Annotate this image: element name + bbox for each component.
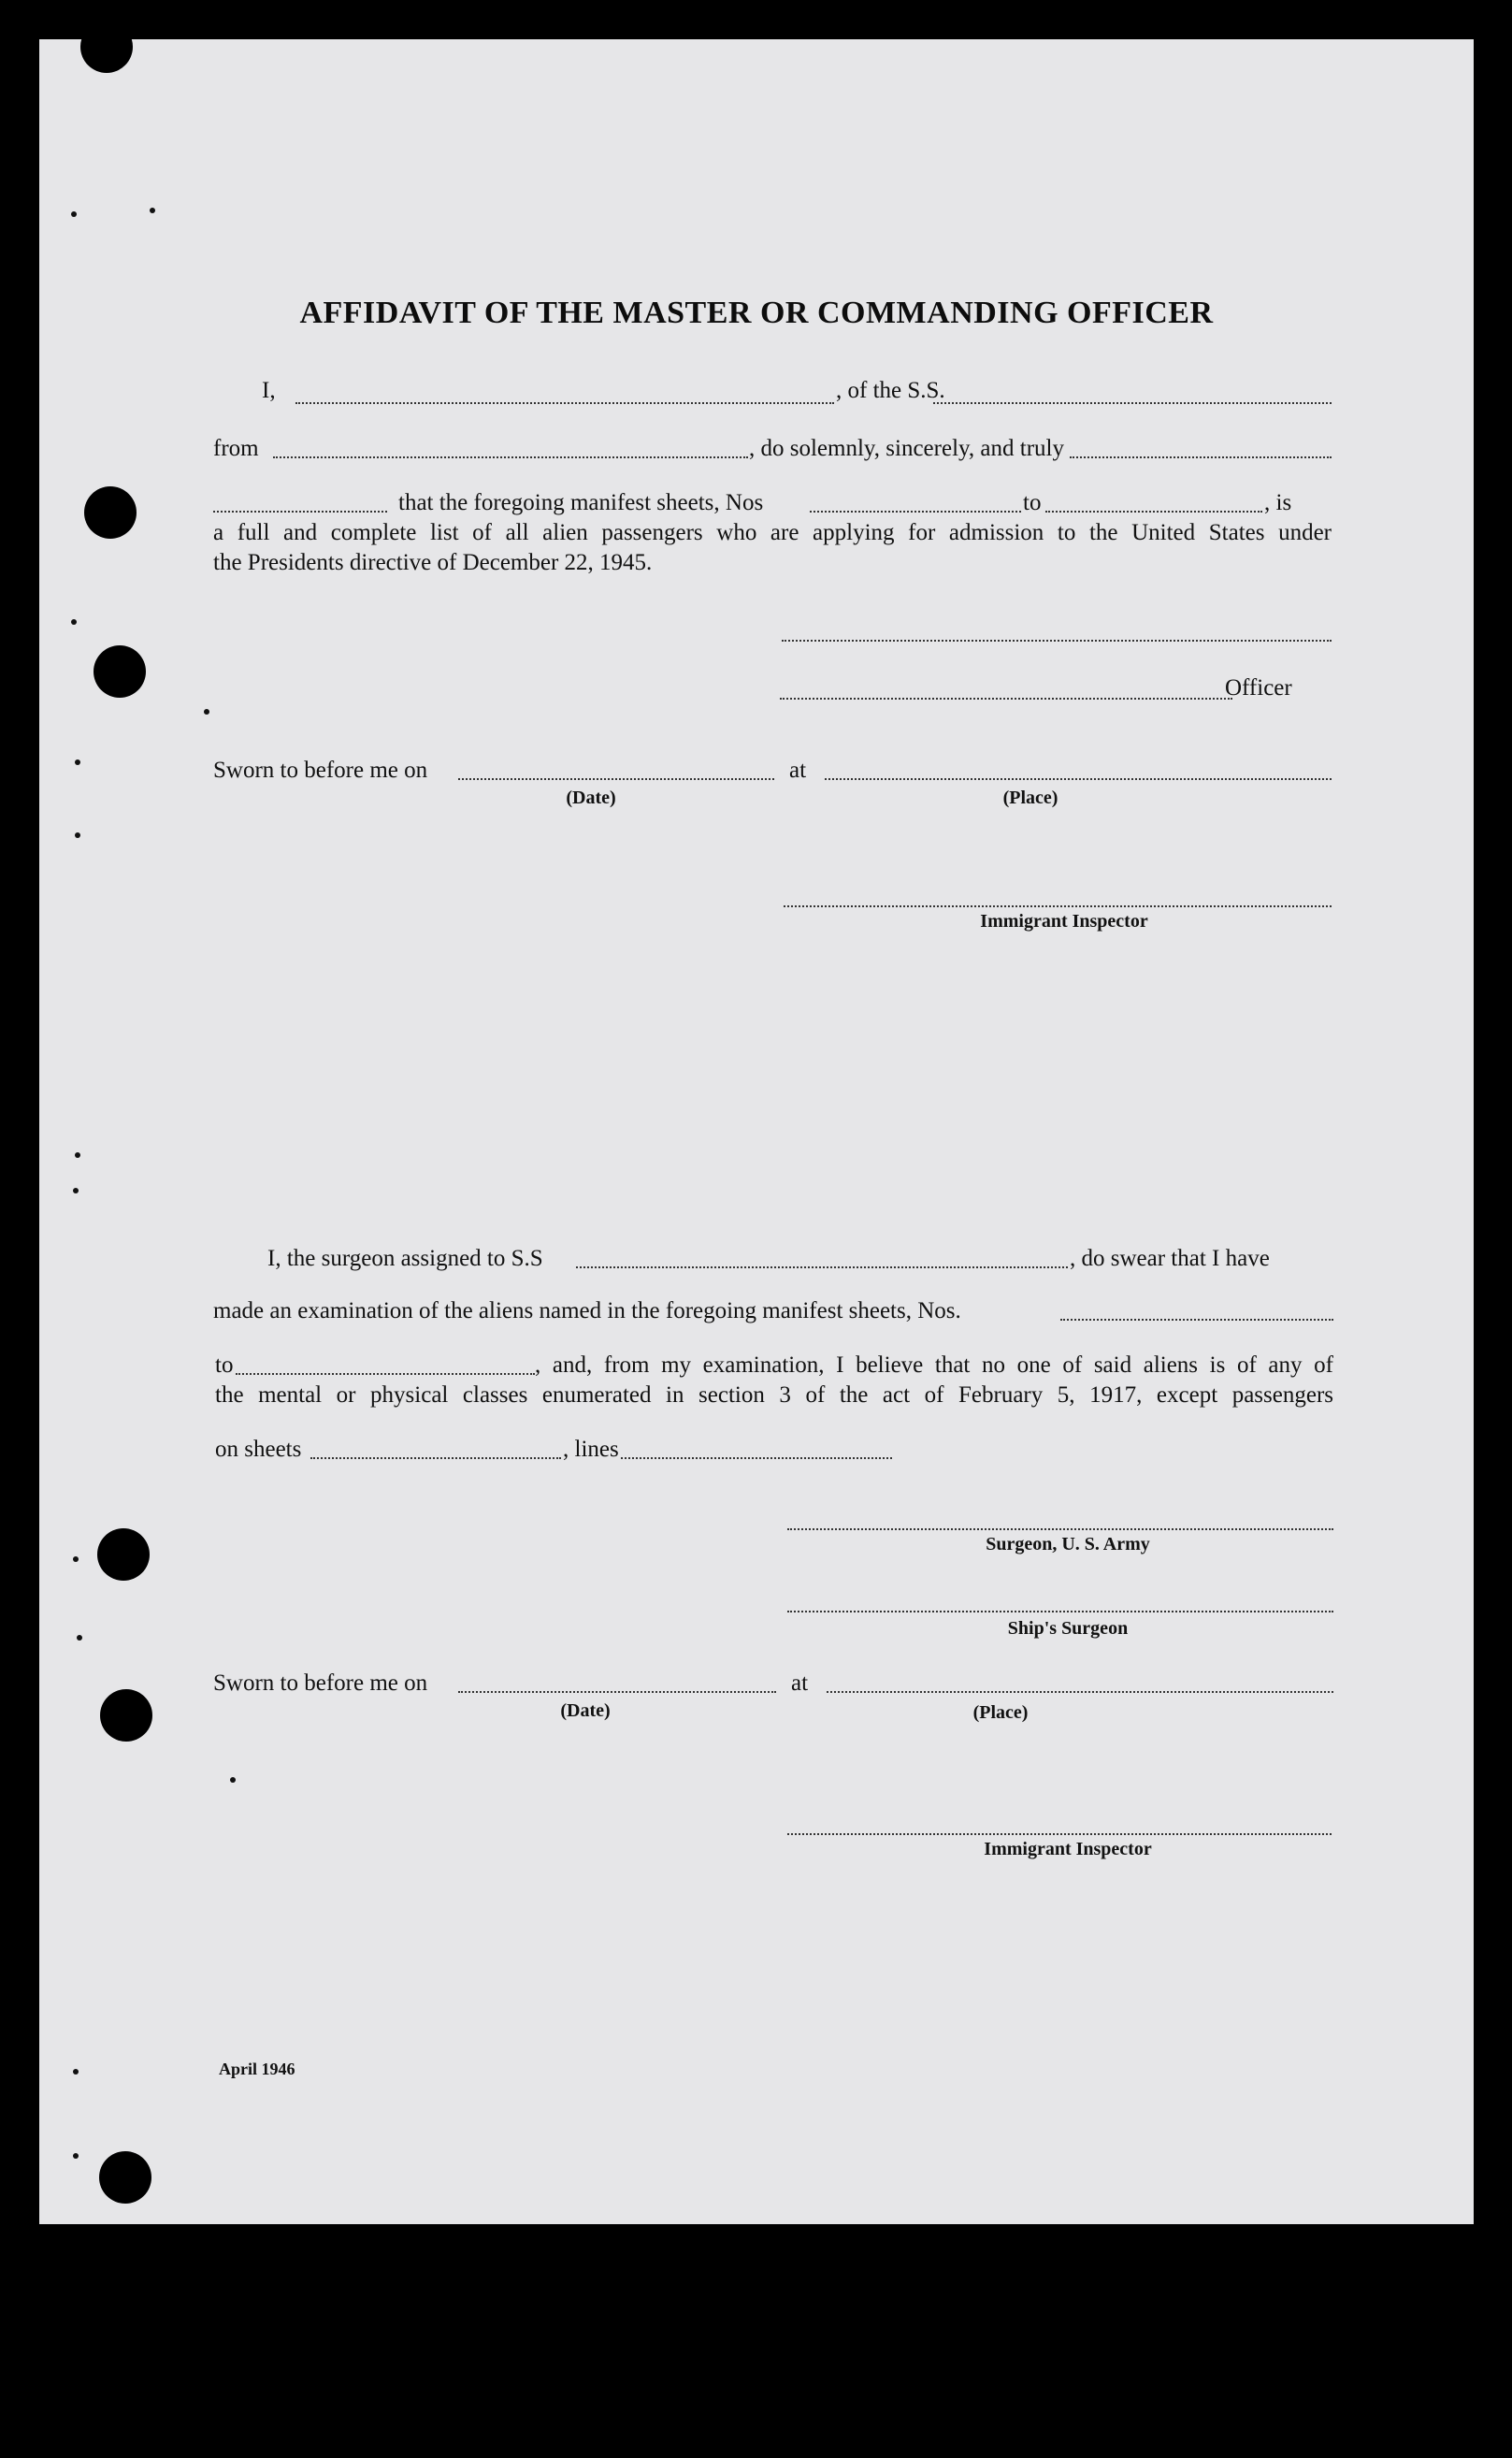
speck <box>73 2069 79 2075</box>
sworn2-text: Sworn to before me on <box>213 1670 428 1696</box>
affidavit-solemnly: , do solemnly, sincerely, and truly <box>749 436 1064 461</box>
sworn1-inspector-line[interactable] <box>784 905 1332 907</box>
officer-signature-line-1[interactable] <box>782 640 1332 642</box>
ship-surgeon-signature-line[interactable] <box>787 1611 1333 1612</box>
surgeon-ship-field[interactable] <box>576 1266 1068 1268</box>
surgeon-belief: , and, from my examination, I believe that no one of said aliens is of any of <box>535 1352 1333 1378</box>
army-surgeon-signature-line[interactable] <box>787 1528 1333 1530</box>
sworn1-text: Sworn to before me on <box>213 758 428 783</box>
sworn2-place-field[interactable] <box>827 1691 1333 1693</box>
form-title: AFFIDAVIT OF THE MASTER OR COMMANDING OFFICER <box>299 296 1214 330</box>
affidavit-manifest-sheets: that the foregoing manifest sheets, Nos <box>398 490 764 515</box>
speck <box>150 208 155 213</box>
speck <box>73 1556 79 1562</box>
sworn1-inspector-label: Immigrant Inspector <box>980 911 1148 932</box>
sworn2-at: at <box>791 1670 809 1696</box>
surgeon-classes: the mental or physical classes enumerated in section 3 of the act of February 5, 1917, except passengers <box>215 1382 1333 1408</box>
speck <box>230 1777 236 1783</box>
surgeon-assigned: I, the surgeon assigned to S.S <box>267 1246 543 1271</box>
ship-surgeon-label: Ship's Surgeon <box>1007 1618 1129 1639</box>
oath-type-field-2[interactable] <box>213 511 387 513</box>
affidavit-from: from <box>213 436 259 461</box>
speck <box>73 1188 79 1193</box>
speck <box>77 1635 82 1641</box>
surgeon-sheets-to-field[interactable] <box>236 1373 535 1375</box>
sheets-to-field[interactable] <box>1045 511 1262 513</box>
officer-label: Officer <box>1225 675 1292 701</box>
sworn2-inspector-line[interactable] <box>787 1833 1332 1835</box>
sworn2-date-field[interactable] <box>458 1691 776 1693</box>
punch-hole-5 <box>99 2151 151 2204</box>
sworn1-date-label: (Date) <box>566 788 616 808</box>
affidavit-to: to <box>1023 490 1042 515</box>
surgeon-swear: , do swear that I have <box>1070 1246 1270 1271</box>
punch-hole-3 <box>97 1528 150 1581</box>
officer-signature-line-2[interactable] <box>780 698 1232 700</box>
form-revision-date: April 1946 <box>219 2060 295 2078</box>
ship-name-field[interactable] <box>933 402 1332 404</box>
affidavit-full-list: a full and complete list of all alien passengers who are applying for admission to the United States under <box>213 520 1332 545</box>
affidavit-directive: the Presidents directive of December 22, 1945. <box>213 550 653 575</box>
punch-hole-1 <box>84 486 137 539</box>
army-surgeon-label: Surgeon, U. S. Army <box>986 1534 1150 1554</box>
sworn1-place-label: (Place) <box>1002 788 1058 808</box>
speck <box>71 619 77 625</box>
except-sheets-field[interactable] <box>310 1457 561 1459</box>
oath-type-field-1[interactable] <box>1070 456 1332 458</box>
sworn1-place-field[interactable] <box>825 778 1332 780</box>
sworn1-at: at <box>789 758 807 783</box>
master-name-field[interactable] <box>295 402 834 404</box>
port-from-field[interactable] <box>273 456 748 458</box>
form-page <box>39 39 1474 2224</box>
except-lines-field[interactable] <box>621 1457 892 1459</box>
affidavit-i: I, <box>262 378 276 403</box>
affidavit-of-the-ss: , of the S.S. <box>836 378 945 403</box>
surgeon-to: to <box>215 1352 234 1378</box>
punch-hole-2 <box>94 645 146 698</box>
surgeon-on-sheets: on sheets <box>215 1437 302 1462</box>
surgeon-examination: made an examination of the aliens named in the foregoing manifest sheets, Nos. <box>213 1298 961 1323</box>
surgeon-lines: , lines <box>563 1437 619 1462</box>
sworn2-inspector-label: Immigrant Inspector <box>984 1839 1152 1859</box>
speck <box>204 709 209 715</box>
speck <box>71 211 77 217</box>
sworn1-date-field[interactable] <box>458 778 774 780</box>
punch-hole-6 <box>80 39 133 73</box>
speck <box>73 2153 79 2159</box>
surgeon-sheets-from-field[interactable] <box>1060 1319 1333 1321</box>
sworn2-date-label: (Date) <box>560 1700 611 1721</box>
speck <box>75 759 80 765</box>
punch-hole-4 <box>100 1689 152 1742</box>
affidavit-is: , is <box>1264 490 1292 515</box>
speck <box>75 832 80 838</box>
sworn2-place-label: (Place) <box>972 1702 1029 1723</box>
speck <box>75 1152 80 1158</box>
sheets-from-field[interactable] <box>810 511 1021 513</box>
